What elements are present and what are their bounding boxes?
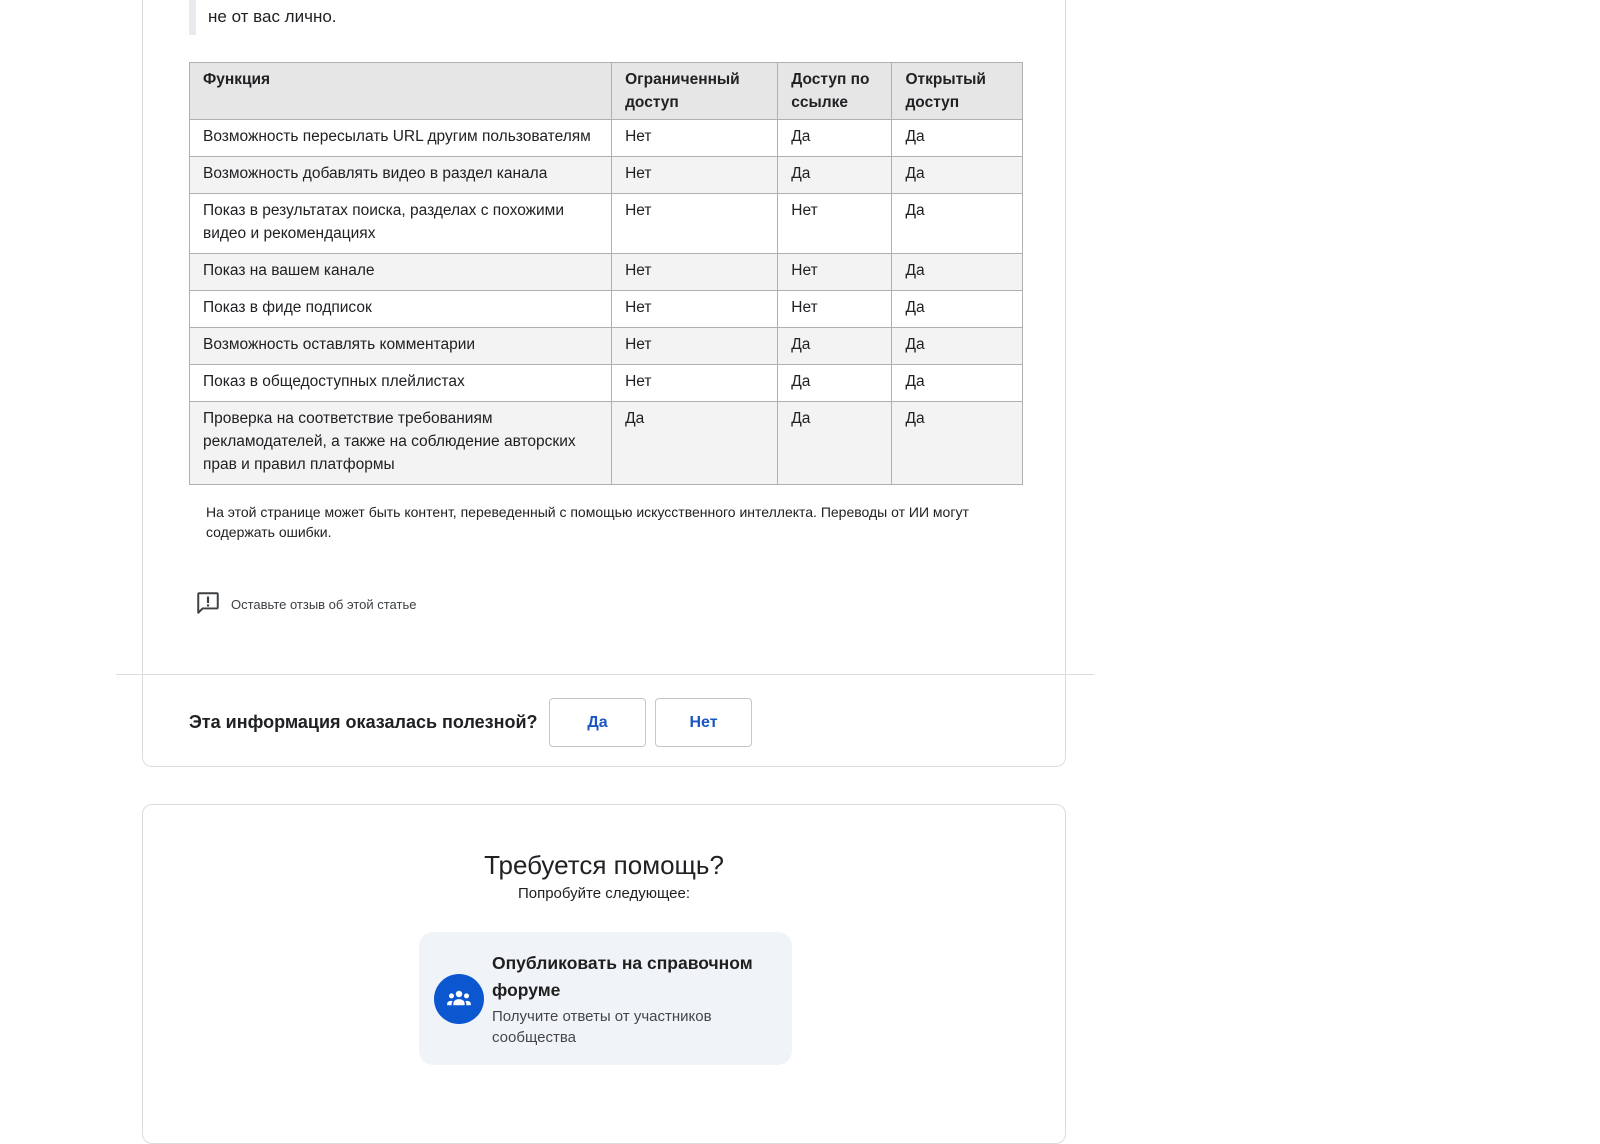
table-cell: Да bbox=[778, 120, 892, 157]
table-cell: Возможность добавлять видео в раздел канала bbox=[190, 157, 612, 194]
help-title: Требуется помощь? bbox=[484, 850, 724, 880]
table-cell: Да bbox=[778, 328, 892, 365]
table-cell: Показ в фиде подписок bbox=[190, 291, 612, 328]
table-cell: Нет bbox=[778, 194, 892, 254]
table-cell: Да bbox=[612, 402, 778, 485]
table-cell: Да bbox=[892, 402, 1023, 485]
help-subtitle: Попробуйте следующее: bbox=[517, 885, 691, 902]
table-cell: Возможность пересылать URL другим пользователям bbox=[190, 120, 612, 157]
table-row bbox=[190, 157, 1023, 194]
table-header-cell: Доступ по ссылке bbox=[778, 63, 892, 120]
table-cell: Нет bbox=[778, 254, 892, 291]
table-cell: Да bbox=[892, 120, 1023, 157]
table-row bbox=[190, 120, 1023, 157]
table-cell: Проверка на соответствие требованиям рекламодателей, а также на соблюдение авторских прав и правил платформы bbox=[190, 402, 612, 485]
table-cell: Да bbox=[778, 157, 892, 194]
table-row bbox=[190, 291, 1023, 328]
table-cell: Нет bbox=[612, 291, 778, 328]
table-header-cell: Ограниченный доступ bbox=[612, 63, 778, 120]
table-cell: Показ на вашем канале bbox=[190, 254, 612, 291]
table-header-row bbox=[190, 63, 1023, 120]
article-feedback-link[interactable] bbox=[195, 590, 416, 619]
table-cell: Нет bbox=[612, 157, 778, 194]
table-row bbox=[190, 194, 1023, 254]
table-cell: Показ в результатах поиска, разделах с похожими видео и рекомендациях bbox=[190, 194, 612, 254]
table-header-cell: Функция bbox=[190, 63, 612, 120]
table-cell: Да bbox=[778, 402, 892, 485]
table-row bbox=[190, 254, 1023, 291]
table-cell: Нет bbox=[612, 194, 778, 254]
table-cell: Нет bbox=[778, 291, 892, 328]
quote-text: не от вас лично. bbox=[208, 7, 337, 26]
section-divider bbox=[116, 674, 1094, 675]
table-cell: Да bbox=[892, 194, 1023, 254]
table-cell: Да bbox=[892, 254, 1023, 291]
ai-translation-notice: На этой странице может быть контент, переведенный с помощью искусственного интеллекта. Переводы от ИИ могут содержать ошибки. bbox=[206, 504, 969, 540]
feedback-icon bbox=[195, 590, 221, 619]
table-row bbox=[190, 328, 1023, 365]
help-forum-option[interactable] bbox=[419, 932, 792, 1065]
table-cell: Нет bbox=[612, 254, 778, 291]
table-row bbox=[190, 365, 1023, 402]
helpful-no-button[interactable]: Нет bbox=[655, 698, 752, 747]
helpful-question: Эта информация оказалась полезной? bbox=[189, 712, 538, 732]
table-cell: Да bbox=[892, 157, 1023, 194]
need-help-card bbox=[142, 804, 1066, 1144]
article-card bbox=[142, 0, 1066, 767]
table-cell: Нет bbox=[612, 365, 778, 402]
table-cell: Да bbox=[892, 291, 1023, 328]
table-cell: Да bbox=[892, 365, 1023, 402]
table-cell: Да bbox=[892, 328, 1023, 365]
community-icon bbox=[434, 974, 484, 1024]
access-comparison-table bbox=[189, 62, 1023, 485]
blockquote bbox=[189, 0, 337, 35]
forum-title: Опубликовать на справочном форуме bbox=[492, 953, 753, 1000]
table-cell: Да bbox=[778, 365, 892, 402]
feedback-label: Оставьте отзыв об этой статье bbox=[231, 597, 417, 612]
table-cell: Нет bbox=[612, 120, 778, 157]
helpful-yes-button[interactable]: Да bbox=[549, 698, 646, 747]
table-cell: Возможность оставлять комментарии bbox=[190, 328, 612, 365]
table-cell: Показ в общедоступных плейлистах bbox=[190, 365, 612, 402]
forum-description: Получите ответы от участников сообщества bbox=[492, 1008, 712, 1046]
table-header-cell: Открытый доступ bbox=[892, 63, 1023, 120]
table-cell: Нет bbox=[612, 328, 778, 365]
table-row bbox=[190, 402, 1023, 485]
